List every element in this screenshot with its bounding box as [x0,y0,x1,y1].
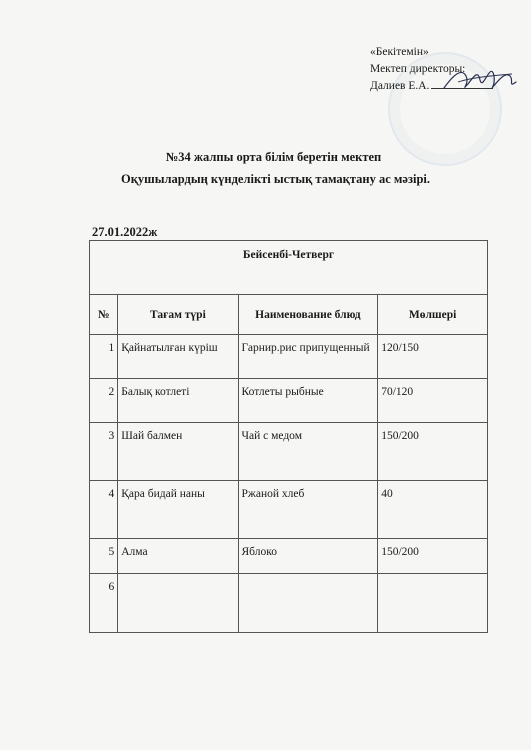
dish-ru: Гарнир.рис припущенный [238,335,378,379]
table-row [90,379,488,423]
dish-amount: 150/200 [378,423,488,481]
dish-kz: Шай балмен [118,423,238,481]
approval-director-name: Далиев Е.А. [370,80,430,92]
column-header-amount: Мөлшері [378,295,488,335]
dish-kz: Қара бидай наны [118,481,238,539]
day-header: Бейсенбі-Четверг [90,241,488,295]
row-number: 6 [90,574,118,633]
dish-ru: Яблоко [238,539,378,574]
dish-amount: 150/200 [378,539,488,574]
dish-amount: 70/120 [378,379,488,423]
row-number: 1 [90,335,118,379]
table-row [90,539,488,574]
table-row [90,574,488,633]
dish-kz: Балық котлеті [118,379,238,423]
menu-date: 27.01.2022ж [92,225,158,239]
dish-kz: Қайнатылған күріш [118,335,238,379]
dish-kz [118,574,238,633]
dish-ru [238,574,378,633]
dish-kz: Алма [118,539,238,574]
row-number: 5 [90,539,118,574]
dish-amount [378,574,488,633]
document-title-menu: Оқушылардың күнделікті ыстық тамақтану ас мәзірі. [120,172,430,186]
approval-position: Мектеп директоры: [370,63,466,75]
dish-amount: 40 [378,481,488,539]
column-header-dish-name: Наименование блюд [238,295,378,335]
dish-ru: Котлеты рыбные [238,379,378,423]
row-number: 2 [90,379,118,423]
column-header-dish-type: Тағам түрі [118,295,238,335]
table-row [90,335,488,379]
column-header-number: № [90,295,118,335]
column-header-row [90,295,488,335]
table-row [90,423,488,481]
menu-table [89,240,488,633]
row-number: 3 [90,423,118,481]
director-signature [440,62,520,98]
table-row [90,481,488,539]
day-header-row [90,241,488,295]
row-number: 4 [90,481,118,539]
dish-ru: Чай с медом [238,423,378,481]
document-title-school: №34 жалпы орта білім беретін мектеп [165,150,382,164]
dish-ru: Ржаной хлеб [238,481,378,539]
dish-amount: 120/150 [378,335,488,379]
approval-heading: «Бекітемін» [370,46,429,58]
